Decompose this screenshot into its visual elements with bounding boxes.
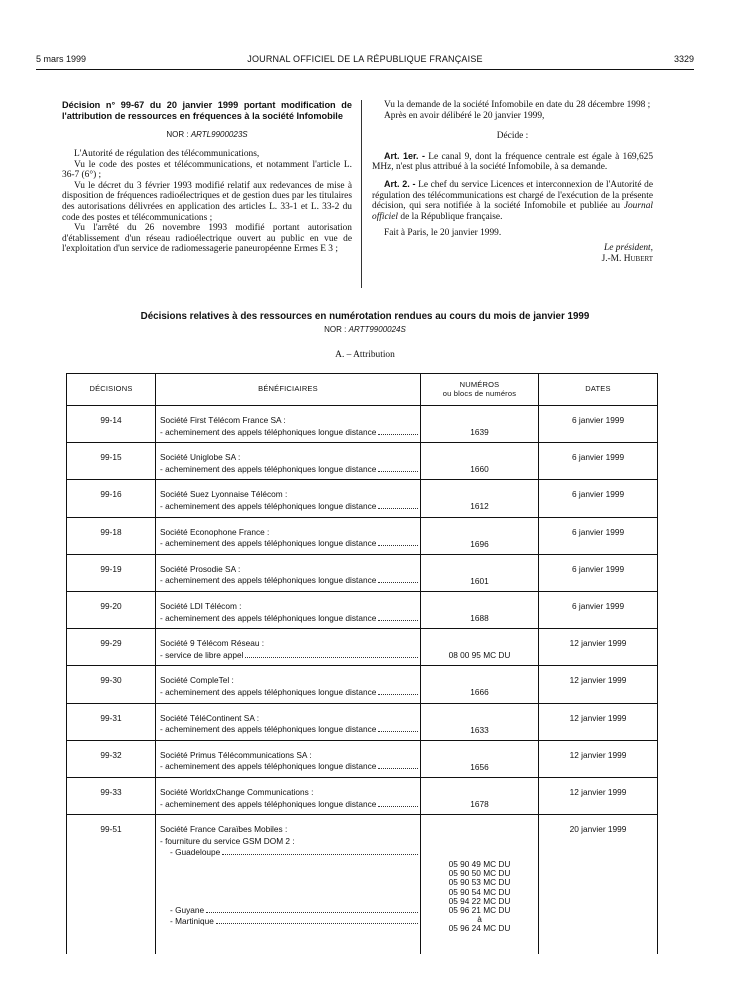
article-2-text-end: de la République française. [398, 211, 503, 222]
beneficiary [160, 675, 418, 698]
nor-code: ARTL9900023S [190, 130, 248, 139]
section-nor [36, 325, 694, 334]
header-rule [36, 69, 694, 70]
visa-paragraph: Vu le décret du 3 février 1993 modifié relatif aux redevances de mise à disposition de fréquences radioélectriques et de gestion dues par les titulaires des autorisations délivrées en application des articles L. 33-1 et L. 33-2 du code des postes et télécommunications ; [62, 180, 352, 223]
company-name: Société 9 Télécom Réseau : [160, 638, 265, 649]
decision-date: 12 janvier 1999 [569, 712, 627, 723]
decision-date: 20 janvier 1999 [569, 824, 627, 834]
beneficiary [160, 750, 418, 773]
decision-number: 99-15 [100, 452, 122, 463]
beneficiary [160, 452, 418, 475]
service-line: - fourniture du service GSM DOM 2 : [160, 835, 295, 846]
number-block: 1678 [470, 799, 489, 809]
decision-number: 99-31 [100, 712, 122, 723]
number-range-word: à [477, 914, 482, 925]
article-1-label: Art. 1er. - [384, 150, 425, 161]
company-name: Société Uniglobe SA : [160, 452, 241, 463]
number-block: 05 90 53 MC DU [448, 877, 511, 888]
service-line [160, 501, 418, 513]
page-number: 3329 [673, 54, 694, 64]
company-name: Société France Caraïbes Mobiles : [160, 824, 288, 834]
beneficiary [160, 564, 418, 587]
article-1-text: Le canal 9, dont la fréquence centrale est égale à 169,625 MHz, n'est plus attribué à la société Infomobile, à sa demande. [372, 151, 654, 173]
table-row [67, 406, 657, 443]
number-block: 1601 [470, 575, 489, 586]
service-line [160, 799, 418, 811]
decision-number: 99-51 [100, 824, 122, 834]
company-name: Société CompleTel : [160, 675, 234, 686]
section-nor-code: ARTT9900024S [348, 325, 406, 334]
service-text: - acheminement des appels téléphoniques longue distance [160, 686, 377, 697]
beneficiary [160, 415, 418, 438]
decision-number: 99-30 [100, 675, 122, 686]
decision-number: 99-33 [100, 787, 122, 797]
subtitle-text: A. – Attribution [335, 350, 395, 360]
company-name: Société Econophone France : [160, 526, 270, 537]
company-name: Société Prosodie SA : [160, 563, 241, 574]
article-2-text: Le chef du service Licences et interconnexion de l'Autorité de régulation des télécommunications est chargé de l'exécution de la présente décision, qui sera notifiée à la société Infomobile et publiée au [372, 179, 653, 212]
table-row [67, 592, 657, 629]
territory-line [160, 916, 418, 928]
decision-date: 6 janvier 1999 [571, 415, 625, 425]
service-text: - acheminement des appels téléphoniques longue distance [160, 798, 377, 809]
decision-date: 6 janvier 1999 [571, 489, 625, 500]
service-line [160, 464, 418, 476]
number-block: 05 96 24 MC DU [448, 923, 511, 934]
table-row [67, 666, 657, 703]
decision-date: 6 janvier 1999 [571, 601, 625, 611]
decision-title: Décision n° 99-67 du 20 janvier 1999 portant modification de l'attribution de ressources en fréquences à la société Infomobile [62, 100, 352, 121]
header-beneficiaires: BÉNÉFICIAIRES [258, 384, 318, 394]
decision-date: 12 janvier 1999 [569, 675, 627, 686]
visa-paragraph: Vu la demande de la société Infomobile en date du 28 décembre 1998 ; [384, 100, 651, 110]
decision-number: 99-29 [100, 638, 122, 649]
service-text: - acheminement des appels téléphoniques longue distance [160, 426, 377, 437]
table-row [67, 518, 657, 555]
territory-guadeloupe: - Guadeloupe [170, 847, 221, 857]
table-row [67, 443, 657, 480]
decision-date: 6 janvier 1999 [571, 452, 625, 463]
company-name: Société LDI Télécom : [160, 601, 242, 611]
journal-officiel-text: Journal officiel [372, 201, 653, 222]
visa-paragraph: Vu l'arrêté du 26 novembre 1993 modifié portant autorisation d'établissement d'un réseau radioélectrique ouvert au public en vue de l'exploitation d'un service de radiomessagerie paneuropéenne Ermes E 3 ; [62, 223, 352, 255]
service-line [160, 575, 418, 587]
number-block: 1633 [470, 724, 489, 735]
decision-date: 12 janvier 1999 [569, 638, 627, 649]
service-line [160, 427, 418, 439]
number-block: 1612 [470, 501, 489, 512]
attribution-table [66, 373, 658, 954]
number-block: 05 90 54 MC DU [448, 886, 511, 897]
beneficiary [160, 638, 418, 661]
number-block: 08 00 95 MC DU [448, 650, 511, 661]
decision-number: 99-18 [100, 526, 122, 537]
visa-paragraph: L'Autorité de régulation des télécommunications, [74, 149, 260, 159]
service-text: - acheminement des appels téléphoniques longue distance [160, 500, 377, 511]
article-2 [372, 179, 653, 222]
service-line [160, 613, 418, 625]
decision-date: 6 janvier 1999 [571, 526, 625, 537]
section-title: Décisions relatives à des ressources en numérotation rendues au cours du mois de janvier 1999 [140, 311, 590, 322]
territory-guyane: - Guyane [170, 904, 205, 915]
beneficiary [160, 489, 418, 512]
article-2-label: Art. 2. - [384, 178, 416, 189]
number-block: 1656 [470, 761, 489, 772]
header-date: 5 mars 1999 [36, 54, 87, 64]
service-text: - acheminement des appels téléphoniques longue distance [160, 761, 377, 772]
table-row [67, 815, 657, 955]
service-line [160, 761, 418, 773]
section-nor-label: NOR : [324, 325, 347, 334]
table-row [67, 704, 657, 741]
number-block: 1696 [470, 538, 489, 549]
beneficiary [160, 787, 418, 810]
beneficiary [160, 601, 418, 624]
decision-number: 99-14 [100, 415, 122, 425]
territory-line [160, 905, 418, 917]
column-divider [361, 100, 362, 288]
service-line [160, 724, 418, 736]
beneficiary [160, 824, 418, 928]
territory-martinique: - Martinique [170, 916, 214, 926]
visa-paragraph: Vu le code des postes et télécommunications, et notamment l'article L. 36-7 (6°) ; [62, 159, 352, 181]
beneficiary [160, 713, 418, 736]
decision-date: 12 janvier 1999 [569, 787, 627, 797]
decision-number: 99-32 [100, 749, 122, 760]
territory-line [160, 847, 418, 859]
header-numeros-line2: ou blocs de numéros [442, 388, 517, 398]
service-text: - acheminement des appels téléphoniques longue distance [160, 612, 377, 623]
signature-name: J.-M. Hubert [601, 253, 653, 264]
service-text: - acheminement des appels téléphoniques longue distance [160, 538, 377, 549]
decision-nor [62, 130, 352, 139]
journal-title: JOURNAL OFFICIEL DE LA RÉPUBLIQUE FRANÇAISE [247, 54, 483, 64]
header-numeros-line1: NUMÉROS [459, 380, 500, 389]
service-line [160, 687, 418, 699]
number-block: 05 94 22 MC DU [448, 895, 511, 906]
company-name: Société Suez Lyonnaise Télécom : [160, 489, 288, 500]
decision-left-column [62, 100, 352, 255]
signature-title: Le président, [604, 242, 653, 253]
number-block: 1639 [470, 427, 489, 437]
number-block: 1688 [470, 613, 489, 623]
number-block: 05 90 50 MC DU [448, 868, 511, 879]
fait-a-paris: Fait à Paris, le 20 janvier 1999. [384, 228, 502, 239]
table-row [67, 480, 657, 517]
number-block: 05 90 49 MC DU [448, 859, 511, 869]
header-dates: DATES [585, 384, 611, 394]
nor-label: NOR : [166, 130, 189, 139]
decide-heading: Décide : [496, 131, 529, 142]
decision-number: 99-16 [100, 489, 122, 500]
service-text: - acheminement des appels téléphoniques longue distance [160, 724, 377, 735]
company-name: Société TéléContinent SA : [160, 712, 260, 723]
decision-number: 99-19 [100, 563, 122, 574]
number-block: 1660 [470, 464, 489, 475]
visa-paragraph: Après en avoir délibéré le 20 janvier 1999, [384, 110, 545, 121]
service-text: - acheminement des appels téléphoniques longue distance [160, 575, 377, 586]
decision-right-column [372, 100, 653, 264]
number-block: 1666 [470, 687, 489, 698]
decision-number: 99-20 [100, 601, 122, 611]
company-name: Société WorldxChange Communications : [160, 787, 314, 797]
decision-date: 12 janvier 1999 [569, 749, 627, 760]
number-list [422, 860, 537, 934]
service-line [160, 650, 418, 662]
beneficiary [160, 527, 418, 550]
service-text: - service de libre appel [160, 649, 244, 660]
header-decisions: DÉCISIONS [89, 384, 133, 394]
table-row [67, 555, 657, 592]
company-name: Société Primus Télécommunications SA : [160, 749, 312, 760]
service-text: - acheminement des appels téléphoniques longue distance [160, 463, 377, 474]
table-row [67, 778, 657, 815]
header-numeros [421, 374, 538, 405]
table-row [67, 629, 657, 666]
company-name: Société First Télécom France SA : [160, 415, 286, 425]
decision-date: 6 janvier 1999 [571, 563, 625, 574]
table-row [67, 741, 657, 778]
page-header [36, 54, 694, 68]
number-block: 05 96 21 MC DU [448, 905, 511, 916]
section-subtitle [36, 350, 694, 360]
service-line [160, 538, 418, 550]
article-1 [372, 151, 653, 173]
